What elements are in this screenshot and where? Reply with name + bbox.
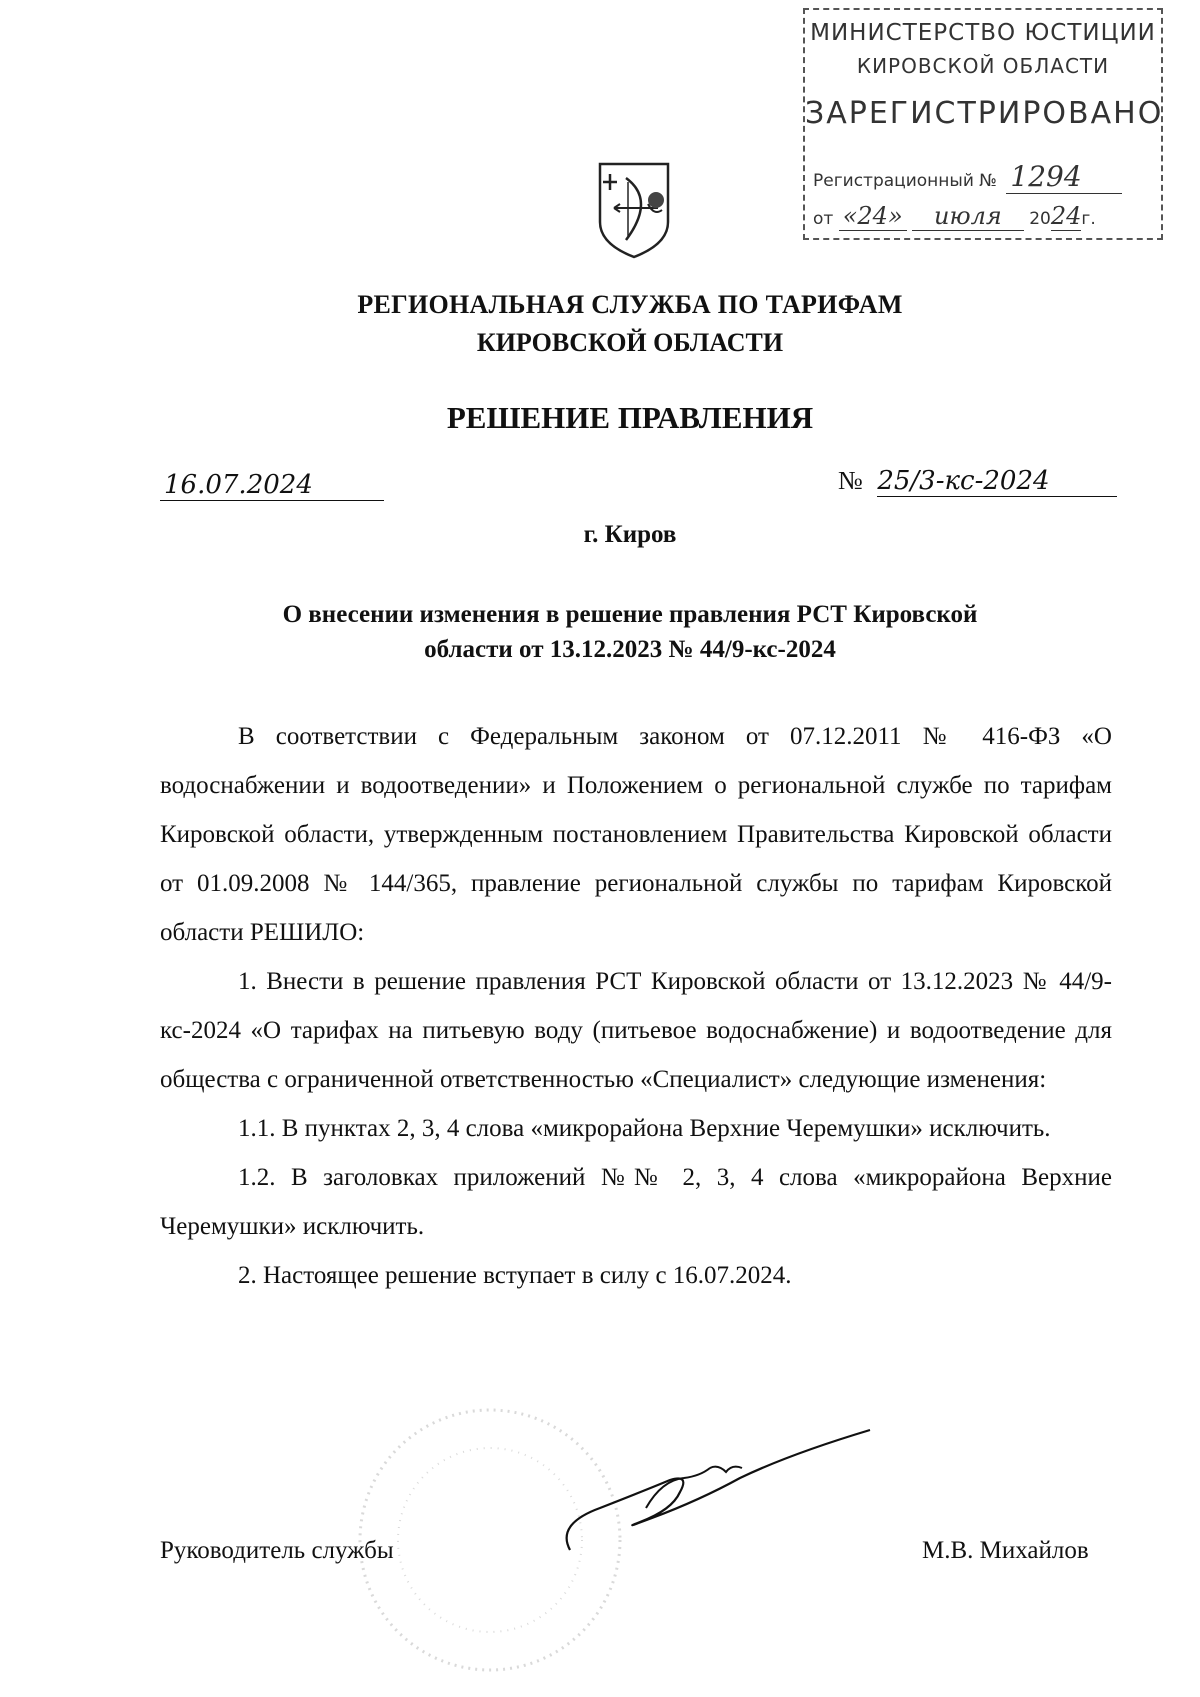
stamp-reg-number: 1294	[1006, 160, 1121, 194]
org-name-line-2: КИРОВСКОЙ ОБЛАСТИ	[476, 328, 784, 357]
signatory-position: Руководитель службы	[160, 1537, 394, 1564]
document-date: 16.07.2024	[160, 470, 384, 501]
city: г. Киров	[583, 521, 677, 548]
stamp-line-1: МИНИСТЕРСТВО ЮСТИЦИИ	[810, 20, 1156, 46]
document-number-row	[838, 466, 1117, 497]
stamp-date-prefix: от	[813, 209, 834, 229]
body-paragraph-1-1: 1.1. В пунктах 2, 3, 4 слова «микрорайона Верхние Черемушки» исключить.	[238, 1115, 1051, 1142]
stamp-date-day: «24»	[839, 202, 907, 231]
stamp-date-row	[813, 202, 1096, 231]
body-paragraph-1-2: 1.2. В заголовках приложений №№ 2, 3, 4 слова «микрорайона Верхние Черемушки» исключить.	[160, 1164, 1112, 1240]
stamp-date-month: июля	[912, 202, 1024, 231]
body-paragraph-2: 2. Настоящее решение вступает в силу с 16.07.2024.	[238, 1262, 792, 1289]
stamp-line-3: ЗАРЕГИСТРИРОВАНО	[805, 96, 1164, 131]
document-number: 25/3-кс-2024	[877, 466, 1117, 497]
stamp-date-suffix: г.	[1081, 209, 1096, 229]
stamp-date-year-prefix: 20	[1029, 209, 1051, 229]
number-label: №	[838, 466, 863, 495]
body-paragraph-1: 1. Внести в решение правления РСТ Кировской области от 13.12.2023 № 44/9-кс-2024 «О тарифах на питьевую воду (питьевое водоснабжение) и водоотведение для общества с ограниченной ответственностью «Специалист» следующие изменения:	[160, 968, 1112, 1093]
body-paragraph-preamble: В соответствии с Федеральным законом от 07.12.2011 № 416-ФЗ «О водоснабжении и водоотведении» и Положением о региональной службе по тарифам Кировской области, утвержденным постановлением Правительства Кировской области от 01.09.2008 № 144/365, правление региональной службы по тарифам Кировской области РЕШИЛО:	[160, 723, 1112, 946]
document-type: РЕШЕНИЕ ПРАВЛЕНИЯ	[446, 400, 814, 435]
stamp-reg-row	[813, 160, 1122, 193]
coat-of-arms-icon	[596, 160, 672, 260]
document-title-line-1: О внесении изменения в решение правления РСТ Кировской	[282, 601, 978, 628]
signatory-name: М.В. Михайлов	[922, 1537, 1089, 1564]
document-body	[160, 712, 1112, 1300]
document-title-line-2: области от 13.12.2023 № 44/9-кс-2024	[424, 636, 836, 663]
handwritten-signature	[560, 1420, 880, 1570]
stamp-line-2: КИРОВСКОЙ ОБЛАСТИ	[856, 54, 1110, 78]
stamp-reg-label: Регистрационный №	[813, 171, 997, 191]
stamp-date-year: 24	[1050, 202, 1082, 230]
org-name-line-1: РЕГИОНАЛЬНАЯ СЛУЖБА ПО ТАРИФАМ	[357, 290, 903, 319]
registration-stamp	[803, 8, 1163, 240]
